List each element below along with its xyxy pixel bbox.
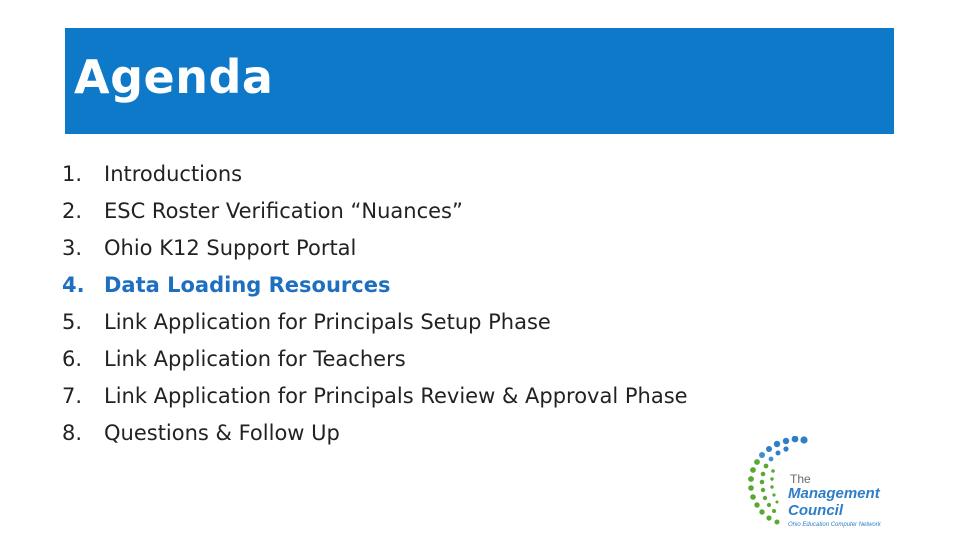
logo-tagline: Ohio Education Computer Network [788,522,881,528]
logo-line3: Council [788,502,843,519]
agenda-item-text: Link Application for Teachers [104,347,406,371]
agenda-item [62,384,688,421]
agenda-item-number: 2. [62,199,83,223]
agenda-item-text: ESC Roster Verification “Nuances” [104,199,463,223]
agenda-item-text: Ohio K12 Support Portal [104,236,357,260]
title-bar [65,28,894,134]
agenda-item-text: Questions & Follow Up [104,421,340,445]
logo-line2: Management [788,485,880,502]
agenda-item-text: Link Application for Principals Review & Approval Phase [104,384,688,408]
agenda-item-number: 7. [62,384,83,408]
agenda-item-number: 6. [62,347,83,371]
agenda-item [62,347,688,384]
agenda-item [62,310,688,347]
agenda-item-text: Data Loading Resources [104,273,391,297]
agenda-list [62,162,688,458]
agenda-item [62,236,688,273]
agenda-item-text: Introductions [104,162,243,186]
agenda-item-text: Link Application for Principals Setup Phase [104,310,551,334]
agenda-item-number: 5. [62,310,83,334]
agenda-item-number: 1. [62,162,83,186]
agenda-item-number: 8. [62,421,83,445]
management-council-logo [744,436,904,532]
agenda-item-number: 3. [62,236,83,260]
page-title: Agenda [74,50,274,104]
agenda-item [62,162,688,199]
agenda-item [62,199,688,236]
agenda-item-number: 4. [62,273,85,297]
agenda-item [62,421,688,458]
agenda-item-current [62,273,688,310]
logo-line1: The [790,472,811,486]
